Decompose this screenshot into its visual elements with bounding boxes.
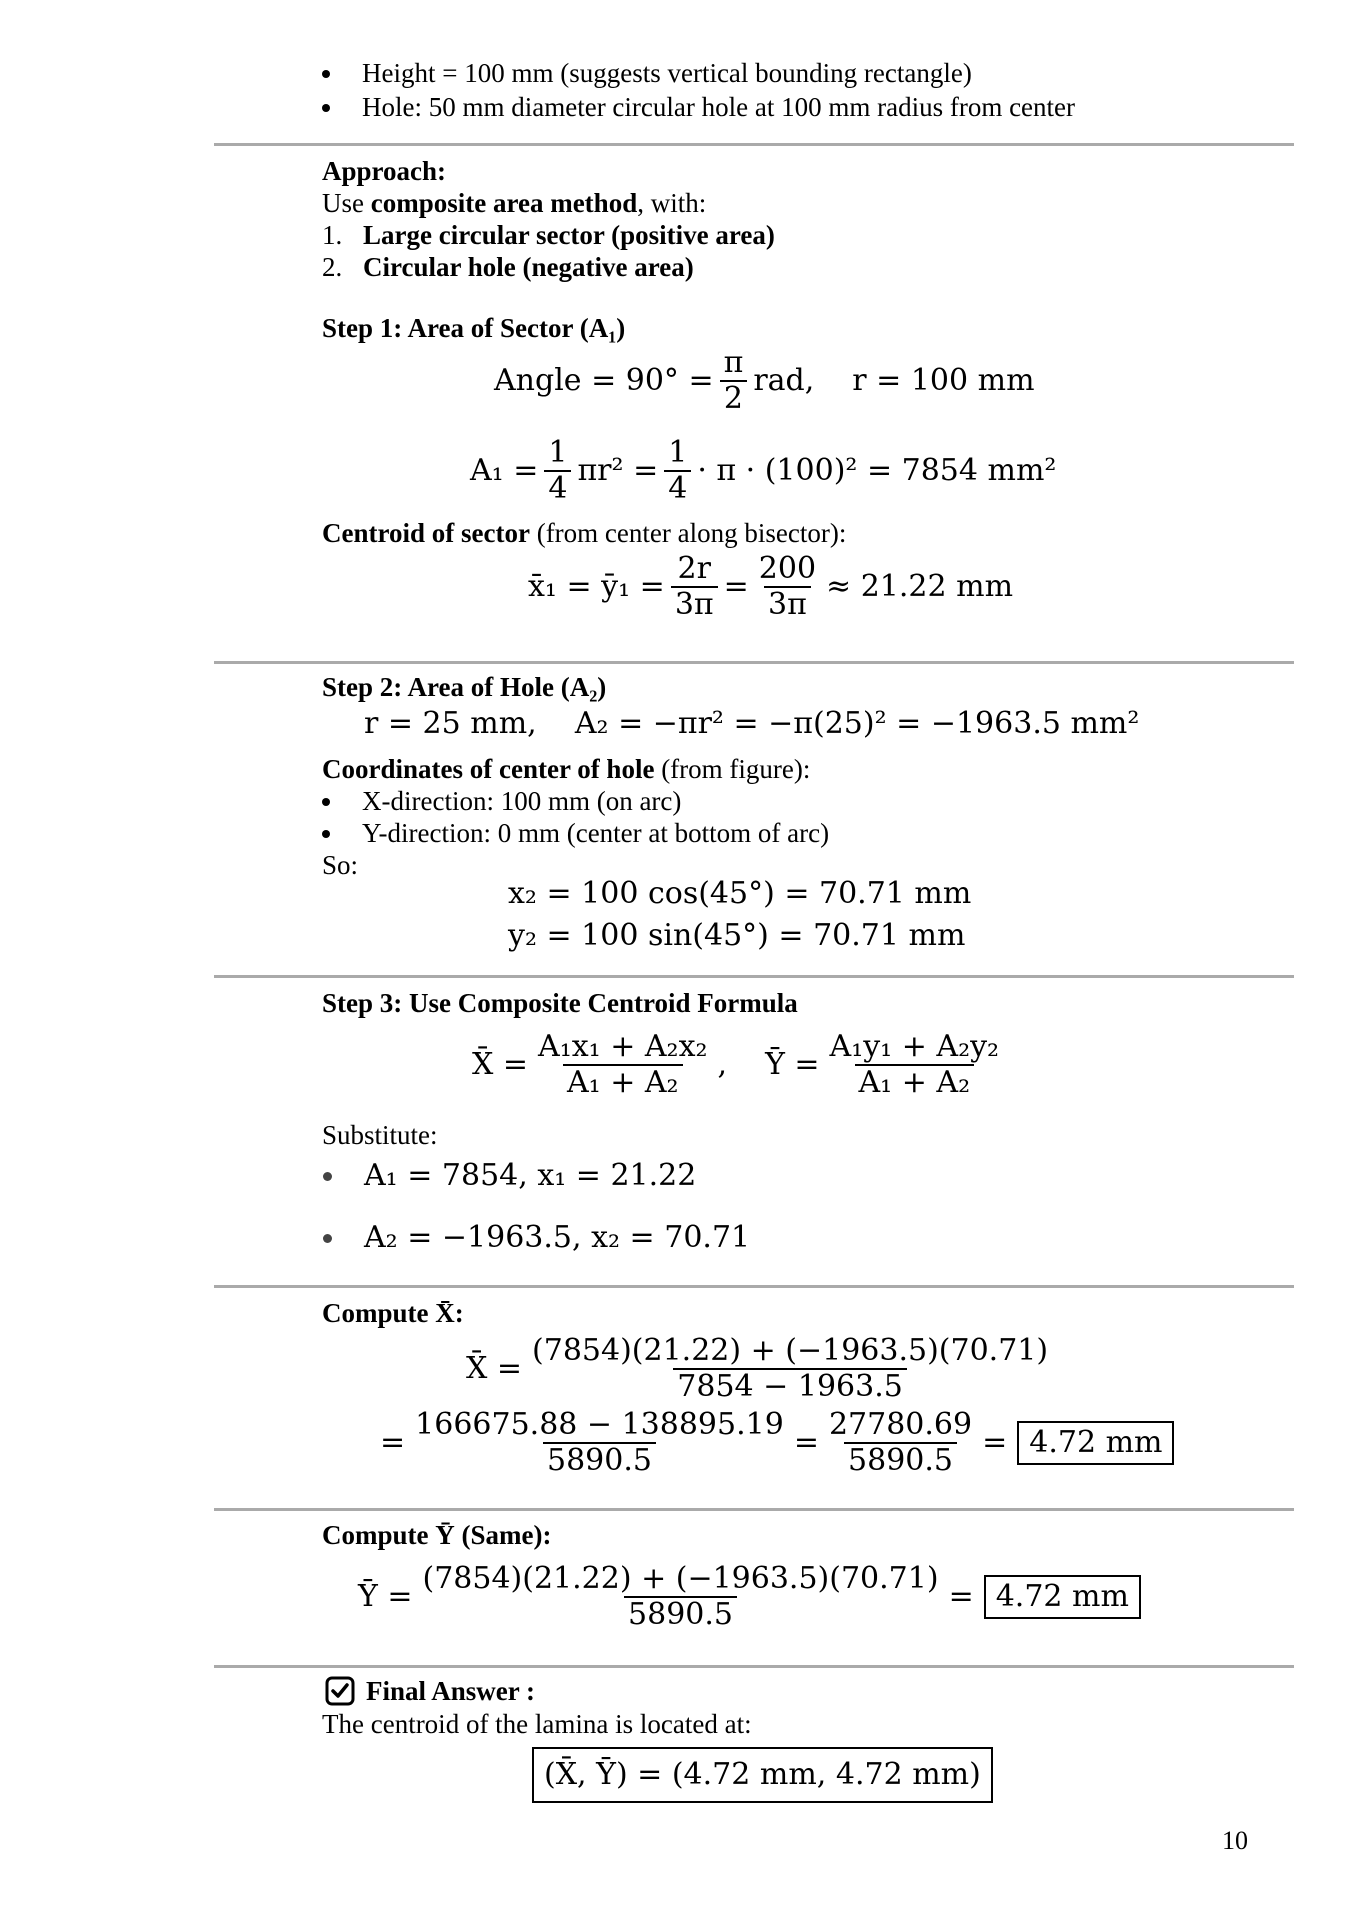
approach-line <box>322 188 706 218</box>
equation-hole-area: r = 25 mm, A₂ = −πr² = −π(25)² = −1963.5 mm² <box>364 706 1140 741</box>
section-divider <box>214 1508 1294 1511</box>
compute-y-line <box>358 1562 1141 1632</box>
equation-sector-area <box>470 436 1056 506</box>
bullet-dot <box>323 1234 332 1243</box>
fraction-compute-x-simplified <box>825 1408 976 1478</box>
check-box-icon <box>325 1676 355 1706</box>
composite-x-lhs: X̄ = <box>472 1047 529 1082</box>
section-divider <box>214 143 1294 146</box>
final-result-box: (X̄, Ȳ) = (4.72 mm, 4.72 mm) <box>532 1747 993 1803</box>
step1-heading: Step 1: Area of Sector (A₁) <box>322 313 626 343</box>
approach-item-hole: Circular hole (negative area) <box>363 252 694 282</box>
fraction-200-over-3pi <box>755 552 820 622</box>
equation-x2: x₂ = 100 cos(45°) = 70.71 mm <box>508 876 972 911</box>
centroid-eq: = <box>723 569 749 604</box>
equation-y2: y₂ = 100 sin(45°) = 70.71 mm <box>508 918 966 953</box>
fraction-denominator: 3π <box>764 586 811 622</box>
approach-heading: Approach: <box>322 156 447 186</box>
fraction-denominator: A₁ + A₂ <box>855 1064 975 1100</box>
step2-heading: Step 2: Area of Hole (A₂) <box>322 672 607 702</box>
fraction-numerator: 1 <box>548 435 568 470</box>
compute-y-lhs: Ȳ = <box>358 1579 413 1614</box>
fraction-denominator: 3π <box>671 586 718 622</box>
fraction-compute-y <box>418 1562 942 1632</box>
compute-x-line2 <box>380 1408 1174 1478</box>
bullet-dot <box>323 1172 332 1181</box>
fraction-compute-x-expanded <box>411 1408 788 1478</box>
composite-separator: , <box>717 1047 728 1082</box>
step3-heading: Step 3: Use Composite Centroid Formula <box>322 988 798 1018</box>
fraction-pi-over-2 <box>720 346 748 416</box>
centroid-lhs: x̄₁ = ȳ₁ = <box>528 569 665 604</box>
fraction-compute-x <box>528 1334 1052 1404</box>
area-rhs: · π · (100)² = 7854 mm² <box>697 453 1057 488</box>
approach-line-prefix: Use <box>322 188 371 218</box>
composite-y-lhs: Ȳ = <box>765 1047 820 1082</box>
fraction-composite-y <box>826 1030 1004 1100</box>
fraction-denominator: 4 <box>664 470 691 506</box>
fraction-numerator: (7854)(21.22) + (−1963.5)(70.71) <box>422 1561 939 1596</box>
final-answer-text: The centroid of the lamina is located at: <box>322 1709 752 1739</box>
compute-x-result: 4.72 mm <box>1017 1421 1174 1465</box>
compute-x-eq2: = <box>793 1425 819 1460</box>
section-divider <box>214 975 1294 978</box>
substitute-values-1: A₁ = 7854, x₁ = 21.22 <box>364 1158 697 1193</box>
angle-lhs: Angle = 90° = <box>494 363 714 398</box>
fraction-denominator: 4 <box>544 470 571 506</box>
hole-x-direction: X-direction: 100 mm (on arc) <box>362 786 682 816</box>
approach-line-suffix: , with: <box>637 188 707 218</box>
substitute-label: Substitute: <box>322 1120 438 1150</box>
compute-y-eq: = <box>948 1579 974 1614</box>
fraction-numerator: A₁x₁ + A₂x₂ <box>538 1029 708 1064</box>
section-divider <box>214 1665 1294 1668</box>
bullet-dot <box>322 104 330 112</box>
fraction-numerator: 1 <box>668 435 688 470</box>
approach-item-number: 2. <box>322 252 343 282</box>
compute-x-eq: = <box>380 1425 406 1460</box>
so-label: So: <box>322 850 359 880</box>
hole-coordinates-line <box>322 754 810 784</box>
fraction-2r-over-3pi <box>671 552 718 622</box>
approach-item-number: 1. <box>322 220 343 250</box>
compute-x-lhs: X̄ = <box>466 1351 523 1386</box>
fraction-numerator: 200 <box>758 551 817 586</box>
compute-y-heading: Compute Ȳ (Same): <box>322 1520 552 1550</box>
centroid-sector-line <box>322 518 846 548</box>
fraction-denominator: 2 <box>720 380 747 416</box>
fraction-numerator: π <box>723 345 744 380</box>
angle-rad: rad, <box>753 363 815 398</box>
hole-y-direction: Y-direction: 0 mm (center at bottom of arc) <box>362 818 830 848</box>
approach-item-sector: Large circular sector (positive area) <box>363 220 775 250</box>
hole-coordinates-bold: Coordinates of center of hole <box>322 754 655 784</box>
fraction-numerator: 166675.88 − 138895.19 <box>415 1407 784 1442</box>
section-divider <box>214 661 1294 664</box>
approach-line-bold: composite area method <box>370 188 638 218</box>
fraction-denominator: 7854 − 1963.5 <box>673 1368 907 1404</box>
section-divider <box>214 1285 1294 1288</box>
fraction-composite-x <box>534 1030 711 1100</box>
fraction-numerator: (7854)(21.22) + (−1963.5)(70.71) <box>532 1333 1049 1368</box>
fraction-one-quarter <box>664 436 691 506</box>
fraction-numerator: 2r <box>677 551 711 586</box>
bullet-dot <box>322 830 330 838</box>
equation-sector-centroid <box>528 552 1013 622</box>
hole-coordinates-rest: (from figure): <box>654 754 811 784</box>
compute-y-result: 4.72 mm <box>984 1575 1141 1619</box>
compute-x-heading: Compute X̄: <box>322 1298 464 1328</box>
equation-composite-centroid <box>472 1030 1009 1100</box>
centroid-sector-rest: (from center along bisector): <box>529 518 847 548</box>
area-lhs: A₁ = <box>470 453 539 488</box>
fraction-denominator: 5890.5 <box>624 1596 737 1632</box>
equation-angle <box>494 346 1035 416</box>
fraction-numerator: 27780.69 <box>828 1407 973 1442</box>
substitute-values-2: A₂ = −1963.5, x₂ = 70.71 <box>364 1220 751 1255</box>
fraction-one-quarter <box>544 436 571 506</box>
angle-radius: r = 100 mm <box>852 363 1035 398</box>
final-answer-heading: Final Answer : <box>366 1676 536 1706</box>
bullet-dot <box>322 70 330 78</box>
intro-bullet-height: Height = 100 mm (suggests vertical bounding rectangle) <box>362 58 972 88</box>
page-number: 10 <box>1222 1826 1248 1855</box>
area-mid: πr² = <box>577 453 659 488</box>
final-answer-result <box>532 1747 993 1803</box>
fraction-denominator: 5890.5 <box>844 1442 957 1478</box>
compute-x-line1 <box>466 1334 1058 1404</box>
bullet-dot <box>322 798 330 806</box>
fraction-denominator: 5890.5 <box>543 1442 656 1478</box>
fraction-numerator: A₁y₁ + A₂y₂ <box>829 1029 1000 1064</box>
intro-bullet-hole: Hole: 50 mm diameter circular hole at 100 mm radius from center <box>362 92 1076 122</box>
centroid-sector-bold: Centroid of sector <box>322 518 530 548</box>
compute-x-eq3: = <box>982 1425 1008 1460</box>
centroid-rhs: ≈ 21.22 mm <box>826 569 1014 604</box>
fraction-denominator: A₁ + A₂ <box>563 1064 683 1100</box>
